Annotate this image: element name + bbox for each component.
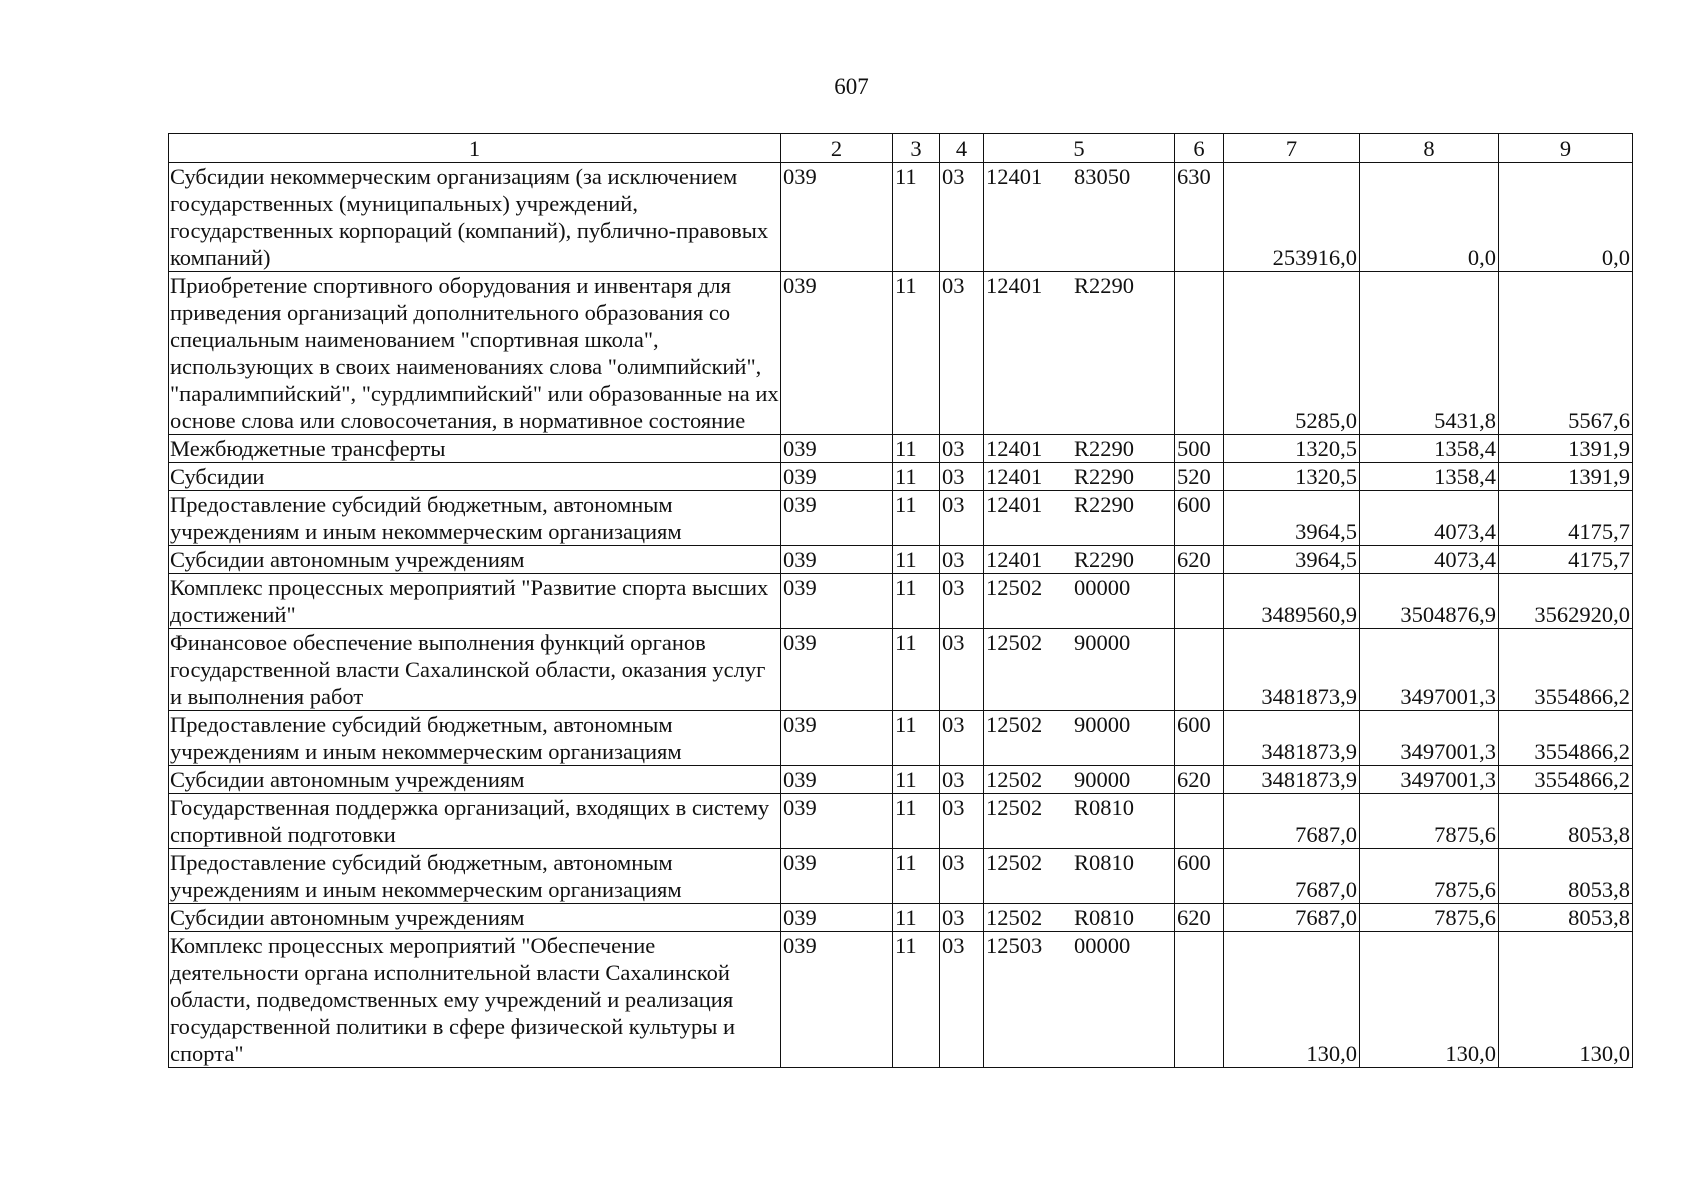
row-amount-col7: 253916,0 xyxy=(1224,163,1360,272)
row-direction-code: R2290 xyxy=(1074,273,1135,298)
row-ministry-code: 039 xyxy=(781,272,893,435)
row-amount-col9: 8053,8 xyxy=(1499,794,1633,849)
row-amount-col9: 4175,7 xyxy=(1499,546,1633,574)
table-row xyxy=(169,463,1633,491)
row-subsection-code: 03 xyxy=(940,766,984,794)
row-target-article xyxy=(984,904,1175,932)
row-target-article xyxy=(984,463,1175,491)
table-row xyxy=(169,272,1633,435)
row-section-code: 11 xyxy=(893,463,940,491)
table-row xyxy=(169,904,1633,932)
row-expense-type: 620 xyxy=(1175,766,1224,794)
row-amount-col9: 3554866,2 xyxy=(1499,766,1633,794)
row-ministry-code: 039 xyxy=(781,711,893,766)
row-ministry-code: 039 xyxy=(781,546,893,574)
row-description: Субсидии автономным учреждениям xyxy=(169,766,781,794)
row-subsection-code: 03 xyxy=(940,849,984,904)
row-amount-col9: 0,0 xyxy=(1499,163,1633,272)
row-expense-type xyxy=(1175,272,1224,435)
row-expense-type: 630 xyxy=(1175,163,1224,272)
row-amount-col7: 3481873,9 xyxy=(1224,711,1360,766)
row-amount-col8: 1358,4 xyxy=(1360,435,1499,463)
row-expense-type xyxy=(1175,629,1224,711)
row-ministry-code: 039 xyxy=(781,629,893,711)
row-section-code: 11 xyxy=(893,629,940,711)
row-section-code: 11 xyxy=(893,849,940,904)
row-ministry-code: 039 xyxy=(781,463,893,491)
row-expense-type: 600 xyxy=(1175,711,1224,766)
header-cell: 3 xyxy=(893,134,940,163)
header-cell: 5 xyxy=(984,134,1175,163)
row-amount-col8: 7875,6 xyxy=(1360,904,1499,932)
row-amount-col9: 3562920,0 xyxy=(1499,574,1633,629)
row-direction-code: R2290 xyxy=(1074,547,1135,572)
row-program-code: 12502 xyxy=(986,712,1043,737)
row-subsection-code: 03 xyxy=(940,932,984,1068)
row-program-code: 12401 xyxy=(986,164,1043,189)
row-description: Приобретение спортивного оборудования и инвентаря для приведения организаций дополнительного образования со специальным наименованием "спортивная школа", использующих в своих наименованиях слова "олимпийский", "паралимпийский", "сурдлимпийский" или образованные на их основе слова или словосочетания, в нормативное состояние xyxy=(170,273,779,433)
row-expense-type: 500 xyxy=(1175,435,1224,463)
row-amount-col8: 7875,6 xyxy=(1360,849,1499,904)
table-row xyxy=(169,794,1633,849)
row-program-code: 12502 xyxy=(986,905,1043,930)
row-section-code: 11 xyxy=(893,766,940,794)
row-ministry-code: 039 xyxy=(781,766,893,794)
row-section-code: 11 xyxy=(893,904,940,932)
row-amount-col7: 130,0 xyxy=(1224,932,1360,1068)
row-program-code: 12401 xyxy=(986,436,1043,461)
row-amount-col7: 3481873,9 xyxy=(1224,766,1360,794)
row-amount-col9: 8053,8 xyxy=(1499,849,1633,904)
header-cell: 8 xyxy=(1360,134,1499,163)
row-amount-col8: 3497001,3 xyxy=(1360,766,1499,794)
row-expense-type xyxy=(1175,574,1224,629)
row-subsection-code: 03 xyxy=(940,435,984,463)
row-amount-col7: 3964,5 xyxy=(1224,546,1360,574)
row-section-code: 11 xyxy=(893,163,940,272)
row-amount-col8: 7875,6 xyxy=(1360,794,1499,849)
row-direction-code: R0810 xyxy=(1074,850,1135,875)
row-ministry-code: 039 xyxy=(781,435,893,463)
row-expense-type xyxy=(1175,794,1224,849)
row-target-article xyxy=(984,932,1175,1068)
header-cell: 1 xyxy=(169,134,781,163)
row-target-article xyxy=(984,491,1175,546)
row-program-code: 12401 xyxy=(986,464,1043,489)
row-subsection-code: 03 xyxy=(940,272,984,435)
row-amount-col7: 7687,0 xyxy=(1224,849,1360,904)
row-target-article xyxy=(984,574,1175,629)
header-cell: 2 xyxy=(781,134,893,163)
row-direction-code: 90000 xyxy=(1074,630,1131,655)
table-row xyxy=(169,574,1633,629)
row-amount-col8: 3504876,9 xyxy=(1360,574,1499,629)
row-expense-type: 620 xyxy=(1175,904,1224,932)
row-description: Предоставление субсидий бюджетным, автономным учреждениям и иным некоммерческим организациям xyxy=(169,491,781,546)
row-target-article xyxy=(984,766,1175,794)
table-row xyxy=(169,163,1633,272)
row-subsection-code: 03 xyxy=(940,491,984,546)
row-amount-col8: 5431,8 xyxy=(1360,272,1499,435)
row-amount-col9: 130,0 xyxy=(1499,932,1633,1068)
row-program-code: 12401 xyxy=(986,492,1043,517)
row-amount-col9: 5567,6 xyxy=(1499,272,1633,435)
row-section-code: 11 xyxy=(893,435,940,463)
row-direction-code: 83050 xyxy=(1074,164,1131,189)
header-cell: 7 xyxy=(1224,134,1360,163)
row-ministry-code: 039 xyxy=(781,491,893,546)
row-expense-type: 520 xyxy=(1175,463,1224,491)
row-program-code: 12502 xyxy=(986,795,1043,820)
row-expense-type: 600 xyxy=(1175,491,1224,546)
row-amount-col7: 7687,0 xyxy=(1224,904,1360,932)
row-section-code: 11 xyxy=(893,574,940,629)
table-row xyxy=(169,491,1633,546)
row-expense-type: 600 xyxy=(1175,849,1224,904)
row-program-code: 12502 xyxy=(986,630,1043,655)
row-target-article xyxy=(984,546,1175,574)
row-ministry-code: 039 xyxy=(781,574,893,629)
row-ministry-code: 039 xyxy=(781,163,893,272)
row-section-code: 11 xyxy=(893,794,940,849)
row-ministry-code: 039 xyxy=(781,904,893,932)
row-subsection-code: 03 xyxy=(940,904,984,932)
budget-table xyxy=(168,133,1633,1068)
row-amount-col7: 1320,5 xyxy=(1224,435,1360,463)
row-subsection-code: 03 xyxy=(940,463,984,491)
row-section-code: 11 xyxy=(893,491,940,546)
row-expense-type xyxy=(1175,932,1224,1068)
row-amount-col7: 5285,0 xyxy=(1224,272,1360,435)
table-row xyxy=(169,629,1633,711)
row-direction-code: R2290 xyxy=(1074,464,1135,489)
row-target-article xyxy=(984,435,1175,463)
header-row xyxy=(169,134,1633,163)
table-row xyxy=(169,766,1633,794)
row-program-code: 12401 xyxy=(986,273,1043,298)
row-amount-col9: 3554866,2 xyxy=(1499,629,1633,711)
row-description: Субсидии некоммерческим организациям (за исключением государственных (муниципальных) учреждений, государственных корпораций (компаний), публично-правовых компаний) xyxy=(169,163,781,272)
row-amount-col8: 130,0 xyxy=(1360,932,1499,1068)
row-ministry-code: 039 xyxy=(781,849,893,904)
row-direction-code: 90000 xyxy=(1074,712,1131,737)
row-section-code: 11 xyxy=(893,546,940,574)
row-target-article xyxy=(984,629,1175,711)
row-description: Комплекс процессных мероприятий "Обеспечение деятельности органа исполнительной власти Сахалинской области, подведомственных ему учреждений и реализация государственной политики в сфере физической культуры и спорта" xyxy=(169,932,781,1068)
row-program-code: 12503 xyxy=(986,933,1043,958)
row-amount-col8: 3497001,3 xyxy=(1360,711,1499,766)
header-cell: 6 xyxy=(1175,134,1224,163)
row-subsection-code: 03 xyxy=(940,574,984,629)
row-expense-type: 620 xyxy=(1175,546,1224,574)
row-target-article xyxy=(984,711,1175,766)
row-description: Субсидии автономным учреждениям xyxy=(169,546,781,574)
row-amount-col9: 4175,7 xyxy=(1499,491,1633,546)
row-program-code: 12401 xyxy=(986,547,1043,572)
row-direction-code: R2290 xyxy=(1074,492,1135,517)
row-subsection-code: 03 xyxy=(940,794,984,849)
row-amount-col8: 4073,4 xyxy=(1360,491,1499,546)
row-ministry-code: 039 xyxy=(781,794,893,849)
row-subsection-code: 03 xyxy=(940,711,984,766)
row-program-code: 12502 xyxy=(986,767,1043,792)
row-target-article xyxy=(984,163,1175,272)
table-row xyxy=(169,435,1633,463)
row-target-article xyxy=(984,272,1175,435)
table-row xyxy=(169,711,1633,766)
row-direction-code: 90000 xyxy=(1074,767,1131,792)
row-amount-col7: 3481873,9 xyxy=(1224,629,1360,711)
row-description: Межбюджетные трансферты xyxy=(169,435,781,463)
row-subsection-code: 03 xyxy=(940,629,984,711)
row-program-code: 12502 xyxy=(986,575,1043,600)
row-amount-col8: 4073,4 xyxy=(1360,546,1499,574)
row-description: Государственная поддержка организаций, входящих в систему спортивной подготовки xyxy=(169,794,781,849)
row-description: Предоставление субсидий бюджетным, автономным учреждениям и иным некоммерческим организациям xyxy=(169,849,781,904)
table-row xyxy=(169,546,1633,574)
header-cell: 4 xyxy=(940,134,984,163)
row-target-article xyxy=(984,794,1175,849)
row-subsection-code: 03 xyxy=(940,163,984,272)
row-amount-col7: 1320,5 xyxy=(1224,463,1360,491)
row-amount-col8: 1358,4 xyxy=(1360,463,1499,491)
row-amount-col7: 3489560,9 xyxy=(1224,574,1360,629)
row-amount-col8: 0,0 xyxy=(1360,163,1499,272)
table-row xyxy=(169,932,1633,1068)
row-amount-col7: 7687,0 xyxy=(1224,794,1360,849)
row-direction-code: R2290 xyxy=(1074,436,1135,461)
page-number: 607 xyxy=(834,74,869,99)
row-amount-col9: 1391,9 xyxy=(1499,435,1633,463)
row-amount-col9: 3554866,2 xyxy=(1499,711,1633,766)
row-direction-code: R0810 xyxy=(1074,795,1135,820)
row-description: Субсидии xyxy=(169,463,781,491)
row-amount-col9: 1391,9 xyxy=(1499,463,1633,491)
row-section-code: 11 xyxy=(893,932,940,1068)
row-amount-col8: 3497001,3 xyxy=(1360,629,1499,711)
row-description: Субсидии автономным учреждениям xyxy=(169,904,781,932)
row-direction-code: R0810 xyxy=(1074,905,1135,930)
row-description: Комплекс процессных мероприятий "Развитие спорта высших достижений" xyxy=(169,574,781,629)
header-cell: 9 xyxy=(1499,134,1633,163)
row-amount-col9: 8053,8 xyxy=(1499,904,1633,932)
table-row xyxy=(169,849,1633,904)
row-section-code: 11 xyxy=(893,711,940,766)
row-subsection-code: 03 xyxy=(940,546,984,574)
row-description: Предоставление субсидий бюджетным, автономным учреждениям и иным некоммерческим организациям xyxy=(169,711,781,766)
row-direction-code: 00000 xyxy=(1074,933,1131,958)
row-amount-col7: 3964,5 xyxy=(1224,491,1360,546)
row-section-code: 11 xyxy=(893,272,940,435)
row-ministry-code: 039 xyxy=(781,932,893,1068)
row-target-article xyxy=(984,849,1175,904)
row-direction-code: 00000 xyxy=(1074,575,1131,600)
row-description: Финансовое обеспечение выполнения функций органов государственной власти Сахалинской области, оказания услуг и выполнения работ xyxy=(169,629,781,711)
row-program-code: 12502 xyxy=(986,850,1043,875)
